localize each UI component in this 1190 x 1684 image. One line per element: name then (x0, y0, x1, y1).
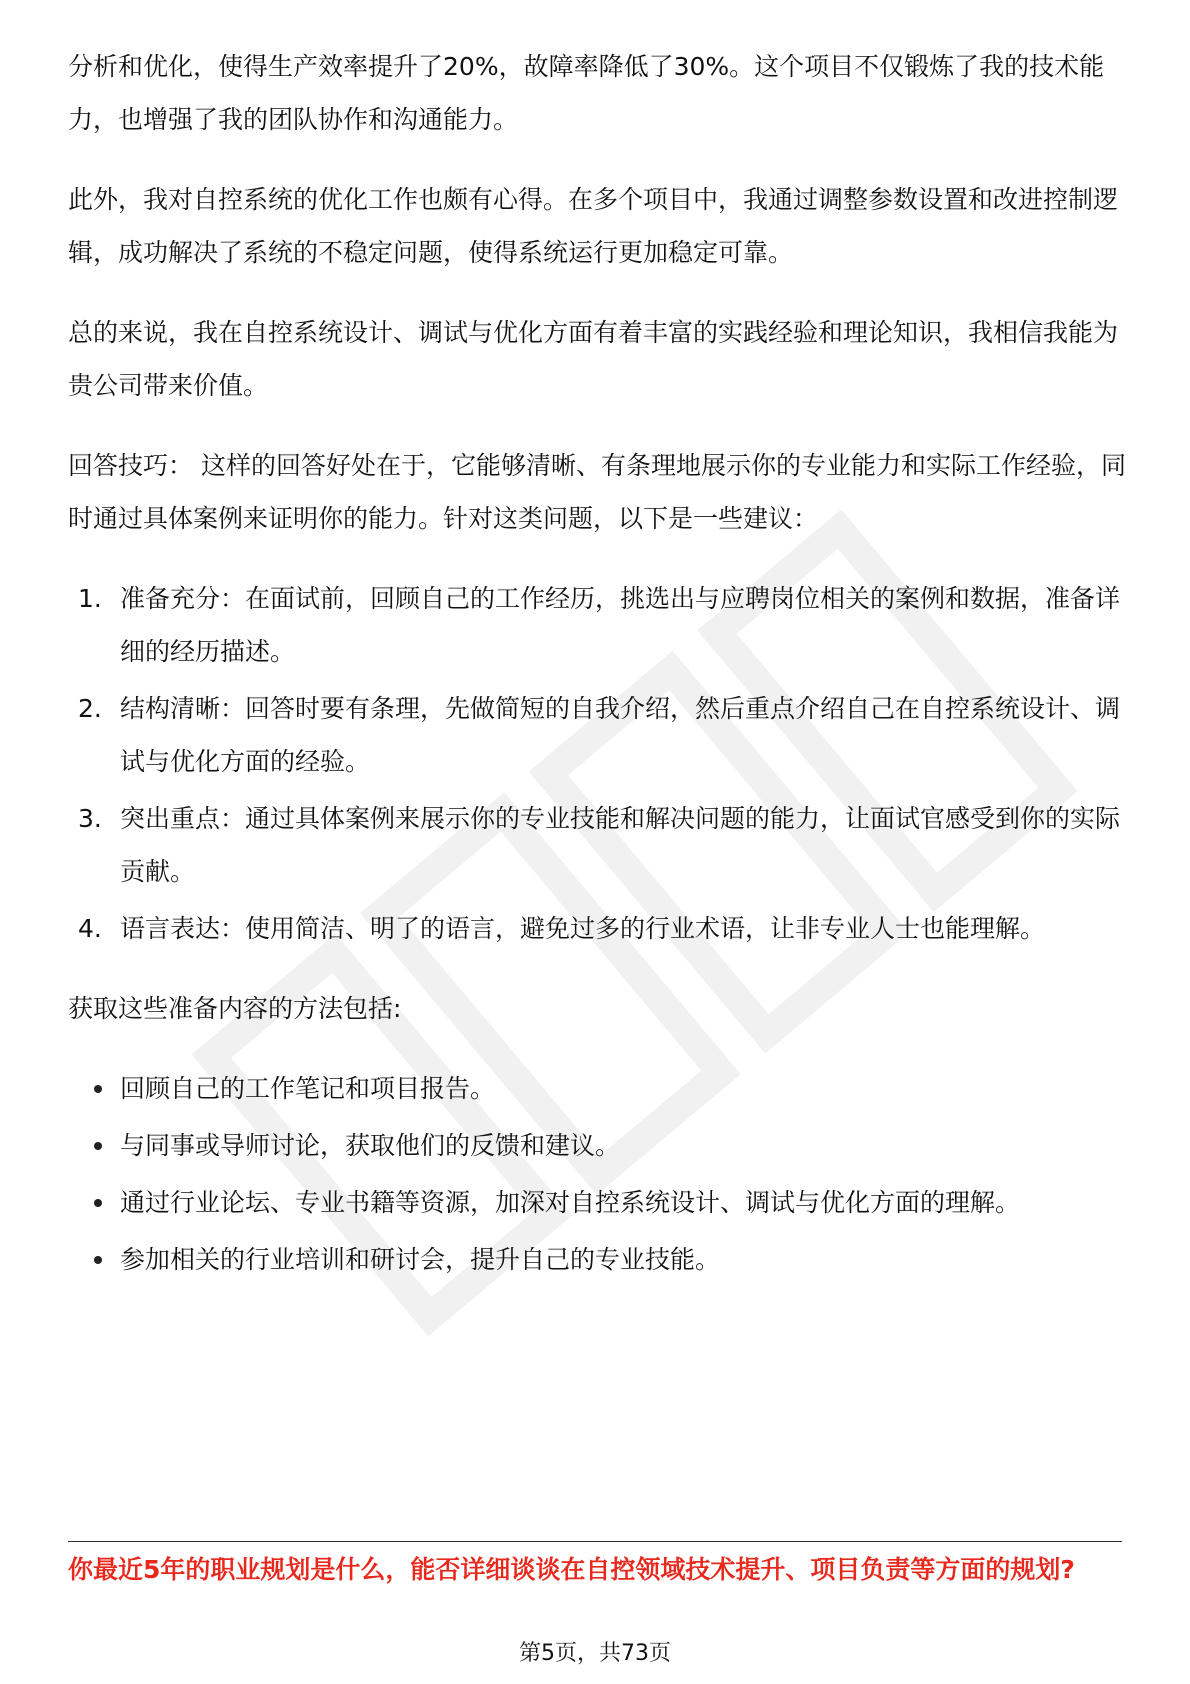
list-item-text: 突出重点：通过具体案例来展示你的专业技能和解决问题的能力，让面试官感受到你的实际贡献。 (120, 804, 1121, 886)
next-question-heading: 你最近5年的职业规划是什么，能否详细谈谈在自控领域技术提升、项目负责等方面的规划? (68, 1555, 1075, 1584)
section-divider (68, 1541, 1122, 1542)
list-item (68, 1176, 1128, 1229)
bullet-icon (94, 1256, 102, 1264)
list-item-text: 回顾自己的工作笔记和项目报告。 (120, 1074, 496, 1103)
methods-intro: 获取这些准备内容的方法包括: (68, 994, 402, 1023)
list-item (68, 572, 1128, 678)
list-number: 4. (78, 914, 102, 943)
paragraph: 此外，我对自控系统的优化工作也颇有心得。在多个项目中，我通过调整参数设置和改进控制逻辑，成功解决了系统的不稳定问题，使得系统运行更加稳定可靠。 (68, 185, 1119, 267)
bullet-icon (94, 1085, 102, 1093)
list-item (68, 1062, 1128, 1115)
page-number: 第5页，共73页 (519, 1641, 671, 1666)
list-item (68, 682, 1128, 788)
tips-paragraph: 回答技巧： 这样的回答好处在于，它能够清晰、有条理地展示你的专业能力和实际工作经验，同时通过具体案例来证明你的能力。针对这类问题，以下是一些建议： (68, 451, 1126, 533)
list-item-text: 与同事或导师讨论，获取他们的反馈和建议。 (120, 1131, 621, 1160)
list-number: 3. (78, 804, 102, 833)
list-item (68, 902, 1128, 955)
list-item (68, 1233, 1128, 1286)
list-item-text: 语言表达：使用简洁、明了的语言，避免过多的行业术语，让非专业人士也能理解。 (120, 914, 1046, 943)
bullet-icon (94, 1199, 102, 1207)
main-content (68, 40, 1128, 1313)
paragraph: 总的来说，我在自控系统设计、调试与优化方面有着丰富的实践经验和理论知识，我相信我能为贵公司带来价值。 (68, 318, 1119, 400)
list-item (68, 1119, 1128, 1172)
list-number: 2. (78, 694, 102, 723)
list-item-text: 通过行业论坛、专业书籍等资源，加深对自控系统设计、调试与优化方面的理解。 (120, 1188, 1021, 1217)
paragraph: 分析和优化，使得生产效率提升了20%，故障率降低了30%。这个项目不仅锻炼了我的技术能力，也增强了我的团队协作和沟通能力。 (68, 52, 1105, 134)
list-item-text: 结构清晰：回答时要有条理，先做简短的自我介绍，然后重点介绍自己在自控系统设计、调试与优化方面的经验。 (120, 694, 1121, 776)
list-item (68, 792, 1128, 898)
list-number: 1. (78, 584, 102, 613)
bullet-icon (94, 1142, 102, 1150)
list-item-text: 准备充分：在面试前，回顾自己的工作经历，挑选出与应聘岗位相关的案例和数据，准备详细的经历描述。 (120, 584, 1121, 666)
list-item-text: 参加相关的行业培训和研讨会，提升自己的专业技能。 (120, 1245, 721, 1274)
methods-list (68, 1062, 1128, 1286)
tips-list (68, 572, 1128, 955)
